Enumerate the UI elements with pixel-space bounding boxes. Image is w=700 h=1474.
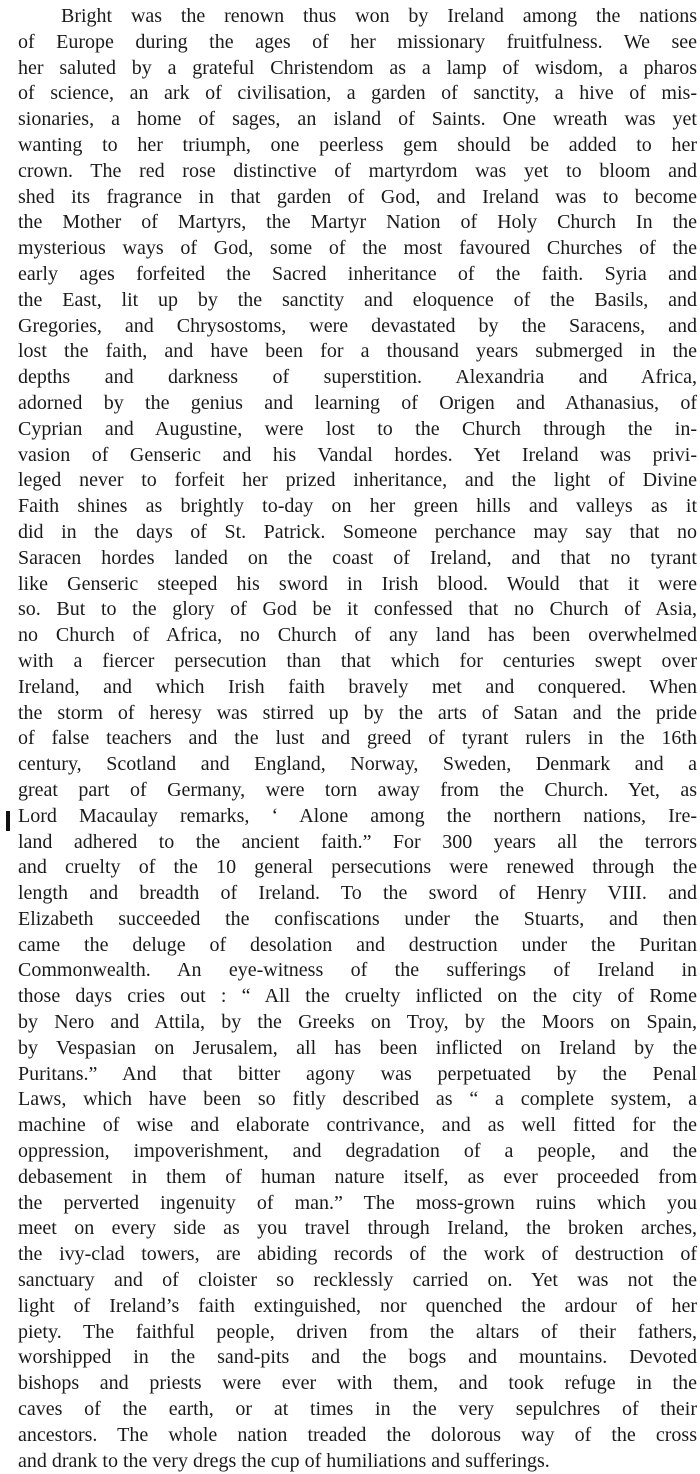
text-line: mysterious ways of God, some of the most favoured Churches of the bbox=[18, 237, 697, 260]
text-line: sionaries, a home of sages, an island of Saints. One wreath was yet bbox=[18, 108, 697, 131]
text-line: by Vespasian on Jerusalem, all has been inflicted on Ireland by the bbox=[18, 1036, 697, 1059]
text-line: Saracen hordes landed on the coast of Ireland, and that no tyrant bbox=[18, 546, 697, 569]
text-line: by Nero and Attila, by the Greeks on Troy, by the Moors on Spain, bbox=[18, 1011, 697, 1034]
text-line: lost the faith, and have been for a thousand years submerged in the bbox=[18, 340, 697, 363]
text-line: and drank to the very dregs the cup of humiliations and sufferings. bbox=[18, 1449, 550, 1472]
text-line: Bright was the renown thus won by Ireland among the nations bbox=[61, 5, 697, 27]
text-line: Gregories, and Chrysostoms, were devastated by the Saracens, and bbox=[18, 314, 697, 337]
text-line: caves of the earth, or at times in the very sepulchres of their bbox=[18, 1398, 697, 1421]
text-line: the Mother of Martyrs, the Martyr Nation of Holy Church In the bbox=[18, 211, 697, 234]
text-line: piety. The faithful people, driven from the altars of their fathers, bbox=[18, 1320, 697, 1343]
text-line: so. But to the glory of God be it confessed that no Church of Asia, bbox=[18, 598, 697, 621]
text-line: Elizabeth succeeded the confiscations under the Stuarts, and then bbox=[18, 907, 697, 930]
text-line: her saluted by a grateful Christendom as a lamp of wisdom, a pharos bbox=[18, 56, 697, 79]
text-line: of false teachers and the lust and greed of tyrant rulers in the 16th bbox=[18, 727, 697, 750]
text-line: did in the days of St. Patrick. Someone perchance may say that no bbox=[18, 520, 697, 543]
text-line: of science, an ark of civilisation, a garden of sanctity, a hive of mis- bbox=[18, 82, 697, 105]
text-line: and cruelty of the 10 general persecutions were renewed through the bbox=[18, 856, 697, 879]
text-line: land adhered to the ancient faith.” For 300 years all the terrors bbox=[18, 830, 697, 853]
text-line: oppression, impoverishment, and degradation of a people, and the bbox=[18, 1140, 697, 1163]
text-line: light of Ireland’s faith extinguished, nor quenched the ardour of her bbox=[18, 1294, 697, 1317]
text-line: wanting to her triumph, one peerless gem should be added to her bbox=[18, 133, 697, 156]
text-line: ancestors. The whole nation treaded the dolorous way of the cross bbox=[18, 1423, 697, 1446]
text-line: worshipped in the sand-pits and the bogs and mountains. Devoted bbox=[18, 1346, 697, 1369]
text-line: Commonwealth. An eye-witness of the sufferings of Ireland in bbox=[18, 959, 697, 982]
text-line: like Genseric steeped his sword in Irish blood. Would that it were bbox=[18, 572, 697, 595]
text-line: of Europe during the ages of her missionary fruitfulness. We see bbox=[18, 30, 697, 53]
text-line: early ages forfeited the Sacred inheritance of the faith. Syria and bbox=[18, 262, 697, 285]
text-line: vasion of Genseric and his Vandal hordes. Yet Ireland was privi- bbox=[18, 443, 697, 466]
text-line: came the deluge of desolation and destruction under the Puritan bbox=[18, 933, 697, 956]
margin-mark bbox=[6, 811, 10, 831]
text-line: crown. The red rose distinctive of martyrdom was yet to bloom and bbox=[18, 159, 697, 182]
text-line: Laws, which have been so fitly described as “ a complete system, a bbox=[18, 1088, 697, 1111]
text-line: Puritans.” And that bitter agony was perpetuated by the Penal bbox=[18, 1062, 697, 1085]
text-line: bishops and priests were ever with them, and took refuge in the bbox=[18, 1372, 697, 1395]
article-column bbox=[18, 4, 697, 1474]
text-line: those days cries out : “ All the cruelty inflicted on the city of Rome bbox=[18, 985, 697, 1008]
text-line: the ivy-clad towers, are abiding records of the work of destruction of bbox=[18, 1243, 697, 1266]
text-line: no Church of Africa, no Church of any land has been overwhelmed bbox=[18, 624, 697, 647]
text-line: sanctuary and of cloister so recklessly carried on. Yet was not the bbox=[18, 1269, 697, 1292]
text-line: the perverted ingenuity of man.” The moss-grown ruins which you bbox=[18, 1191, 697, 1214]
text-line: the storm of heresy was stirred up by the arts of Satan and the pride bbox=[18, 701, 697, 724]
text-line: Cyprian and Augustine, were lost to the Church through the in- bbox=[18, 417, 697, 440]
text-line: leged never to forfeit her prized inheritance, and the light of Divine bbox=[18, 469, 697, 492]
text-line: adorned by the genius and learning of Origen and Athanasius, of bbox=[18, 391, 697, 414]
text-line: Ireland, and which Irish faith bravely met and conquered. When bbox=[18, 675, 697, 698]
text-line: the East, lit up by the sanctity and eloquence of the Basils, and bbox=[18, 288, 697, 311]
text-line: depths and darkness of superstition. Alexandria and Africa, bbox=[18, 366, 697, 389]
text-line: Faith shines as brightly to-day on her green hills and valleys as it bbox=[18, 495, 697, 518]
text-line: length and breadth of Ireland. To the sword of Henry VIII. and bbox=[18, 882, 697, 905]
text-line: great part of Germany, were torn away from the Church. Yet, as bbox=[18, 778, 697, 801]
text-line: Lord Macaulay remarks, ‘ Alone among the northern nations, Ire- bbox=[18, 804, 697, 827]
text-line: machine of wise and elaborate contrivance, and as well fitted for the bbox=[18, 1114, 697, 1137]
text-line: shed its fragrance in that garden of God, and Ireland was to become bbox=[18, 185, 697, 208]
text-line: with a fiercer persecution than that which for centuries swept over bbox=[18, 649, 697, 672]
text-line: century, Scotland and England, Norway, Sweden, Denmark and a bbox=[18, 753, 697, 776]
text-line: debasement in them of human nature itself, as ever proceeded from bbox=[18, 1165, 697, 1188]
text-line: meet on every side as you travel through Ireland, the broken arches, bbox=[18, 1217, 697, 1240]
